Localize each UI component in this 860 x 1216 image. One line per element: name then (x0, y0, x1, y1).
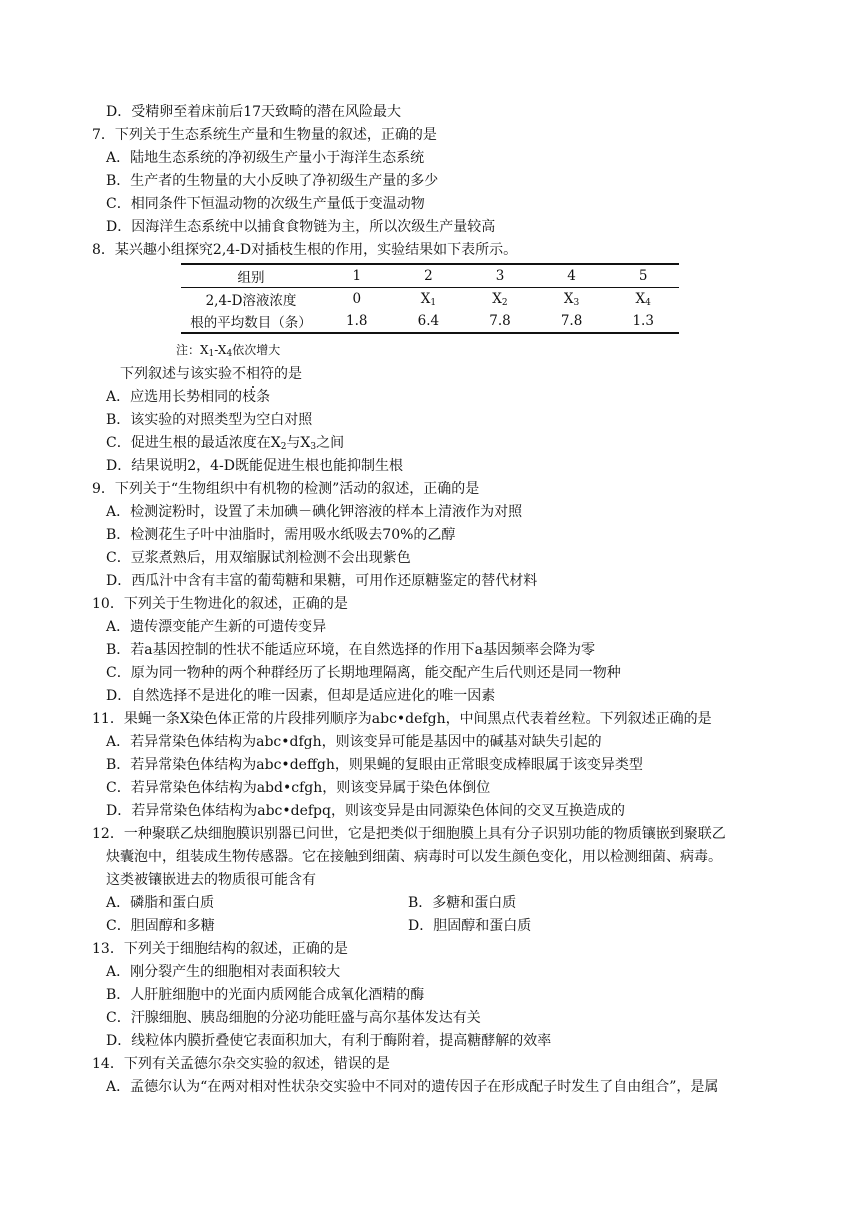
q11-option-d: D．若异常染色体结构为abc•defpq，则该变异是由同源染色体间的交叉互换造成的 (106, 803, 625, 819)
q14-option-a: A．孟德尔认为“在两对相对性状杂交实验中不同对的遗传因子在形成配子时发生了自由组合”，是属 (106, 1079, 719, 1095)
q8-stem: 8．某兴趣小组探究2,4-D对插枝生根的作用，实验结果如下表所示。 (92, 242, 518, 258)
table-header-cell: 4 (536, 264, 608, 288)
q12-option-b: B．多糖和蛋白质 (408, 895, 517, 911)
table-cell: 7.8 (489, 313, 511, 329)
q8-option-c: C．促进生根的最适浓度在$X_2$与$X_3$之间 (106, 435, 345, 452)
table-header-cell: 1 (321, 264, 393, 288)
q11-option-b: B．若异常染色体结构为abc•deffgh，则果蝇的复眼由正常眼变成棒眼属于该变异类型 (106, 757, 643, 773)
q12-option-d: D．胆固醇和蛋白质 (408, 918, 532, 934)
q12-option-a: A．磷脂和蛋白质 (106, 895, 215, 911)
table-row-label: 2,4-D溶液浓度 (205, 293, 297, 309)
q9-option-d: D．西瓜汁中含有丰富的葡萄糖和果糖，可用作还原糖鉴定的替代材料 (106, 573, 538, 589)
q7-stem: 7．下列关于生态系统生产量和生物量的叙述，正确的是 (92, 127, 437, 143)
q11-option-c: C．若异常染色体结构为abd•cfgh，则该变异属于染色体倒位 (106, 780, 491, 796)
q8-lead: 下列叙述与该实验不相符的是 (120, 366, 302, 382)
table-cell: $X_4$ (635, 290, 651, 308)
results-table (181, 263, 679, 334)
table-header-cell: 5 (607, 264, 679, 288)
table-note: 注：$X_1-X_4$依次增大 (176, 343, 281, 359)
q13-option-b: B．人肝脏细胞中的光面内质网能合成氧化酒精的酶 (106, 987, 425, 1003)
q7-option-d: D．因海洋生态系统中以捕食食物链为主，所以次级生产量较高 (106, 219, 496, 235)
q8-option-a: A．应选用长势相同的枝条 (106, 389, 271, 405)
table-header-row (181, 264, 679, 288)
q9-option-c: C．豆浆煮熟后，用双缩脲试剂检测不会出现紫色 (106, 550, 411, 566)
q9-option-a: A．检测淀粉时，设置了未加碘－碘化钾溶液的样本上清液作为对照 (106, 504, 523, 520)
q13-stem: 13．下列关于细胞结构的叙述，正确的是 (92, 941, 348, 957)
table-cell: 7.8 (560, 313, 583, 329)
q13-option-c: C．汗腺细胞、胰岛细胞的分泌功能旺盛与高尔基体发达有关 (106, 1010, 481, 1026)
q10-option-c: C．原为同一物种的两个种群经历了长期地理隔离，能交配产生后代则还是同一物种 (106, 665, 621, 681)
q7-option-c: C．相同条件下恒温动物的次级生产量低于变温动物 (106, 196, 425, 212)
q12-option-c: C．胆固醇和多糖 (106, 918, 215, 934)
q12-stem-line-2: 炔囊泡中，组装成生物传感器。它在接触到细菌、病毒时可以发生颜色变化，用以检测细菌、病毒。 (106, 849, 722, 865)
table-header-cell: 组别 (181, 264, 321, 288)
table-cell: $X_3$ (563, 290, 580, 308)
q6-option-d: D．受精卵至着床前后17天致畸的潜在风险最大 (106, 104, 402, 120)
table-row-label: 根的平均数目（条） (190, 315, 312, 331)
q13-option-a: A．刚分裂产生的细胞相对表面积较大 (106, 964, 341, 980)
q14-stem: 14．下列有关孟德尔杂交实验的叙述，错误的是 (92, 1056, 390, 1072)
table-cell: $X_2$ (492, 290, 508, 308)
table-cell: 0 (352, 291, 362, 307)
table-row-concentration (181, 288, 679, 311)
table-cell: 6.4 (417, 313, 440, 329)
q12-stem-line-3: 这类被镶嵌进去的物质很可能含有 (106, 872, 316, 888)
table-cell: 1.8 (346, 313, 368, 329)
table-header-cell: 2 (393, 264, 465, 288)
q7-option-a: A．陆地生态系统的净初级生产量小于海洋生态系统 (106, 150, 425, 166)
q9-option-b: B．检测花生子叶中油脂时，需用吸水纸吸去70%的乙醇 (106, 527, 456, 543)
table-header-cell: 3 (464, 264, 536, 288)
q10-stem: 10．下列关于生物进化的叙述，正确的是 (92, 596, 348, 612)
q10-option-d: D．自然选择不是进化的唯一因素，但却是适应进化的唯一因素 (106, 688, 496, 704)
table-row-root-count (181, 310, 679, 333)
q9-stem: 9．下列关于“生物组织中有机物的检测”活动的叙述，正确的是 (92, 481, 480, 497)
q12-stem-line-1: 12．一种聚联乙炔细胞膜识别器已问世，它是把类似于细胞膜上具有分子识别功能的物质镶嵌到聚联乙 (92, 826, 726, 842)
q13-option-d: D．线粒体内膜折叠使它表面积加大，有利于酶附着，提高糖酵解的效率 (106, 1033, 552, 1049)
table-cell: 1.3 (632, 313, 654, 329)
q10-option-b: B．若a基因控制的性状不能适应环境，在自然选择的作用下a基因频率会降为零 (106, 642, 595, 658)
q7-option-b: B．生产者的生物量的大小反映了净初级生产量的多少 (106, 173, 439, 189)
q8-option-b: B．该实验的对照类型为空白对照 (106, 412, 313, 428)
table-cell: $X_1$ (420, 290, 437, 308)
q10-option-a: A．遗传漂变能产生新的可遗传变异 (106, 619, 327, 635)
q8-option-d: D．结果说明2，4-D既能促进生根也能抑制生根 (106, 458, 403, 474)
q11-stem: 11．果蝇一条X染色体正常的片段排列顺序为abc•defgh，中间黑点代表着丝粒。下列叙述正确的是 (92, 711, 712, 727)
q11-option-a: A．若异常染色体结构为abc•dfgh，则该变异可能是基因中的碱基对缺失引起的 (106, 734, 602, 750)
